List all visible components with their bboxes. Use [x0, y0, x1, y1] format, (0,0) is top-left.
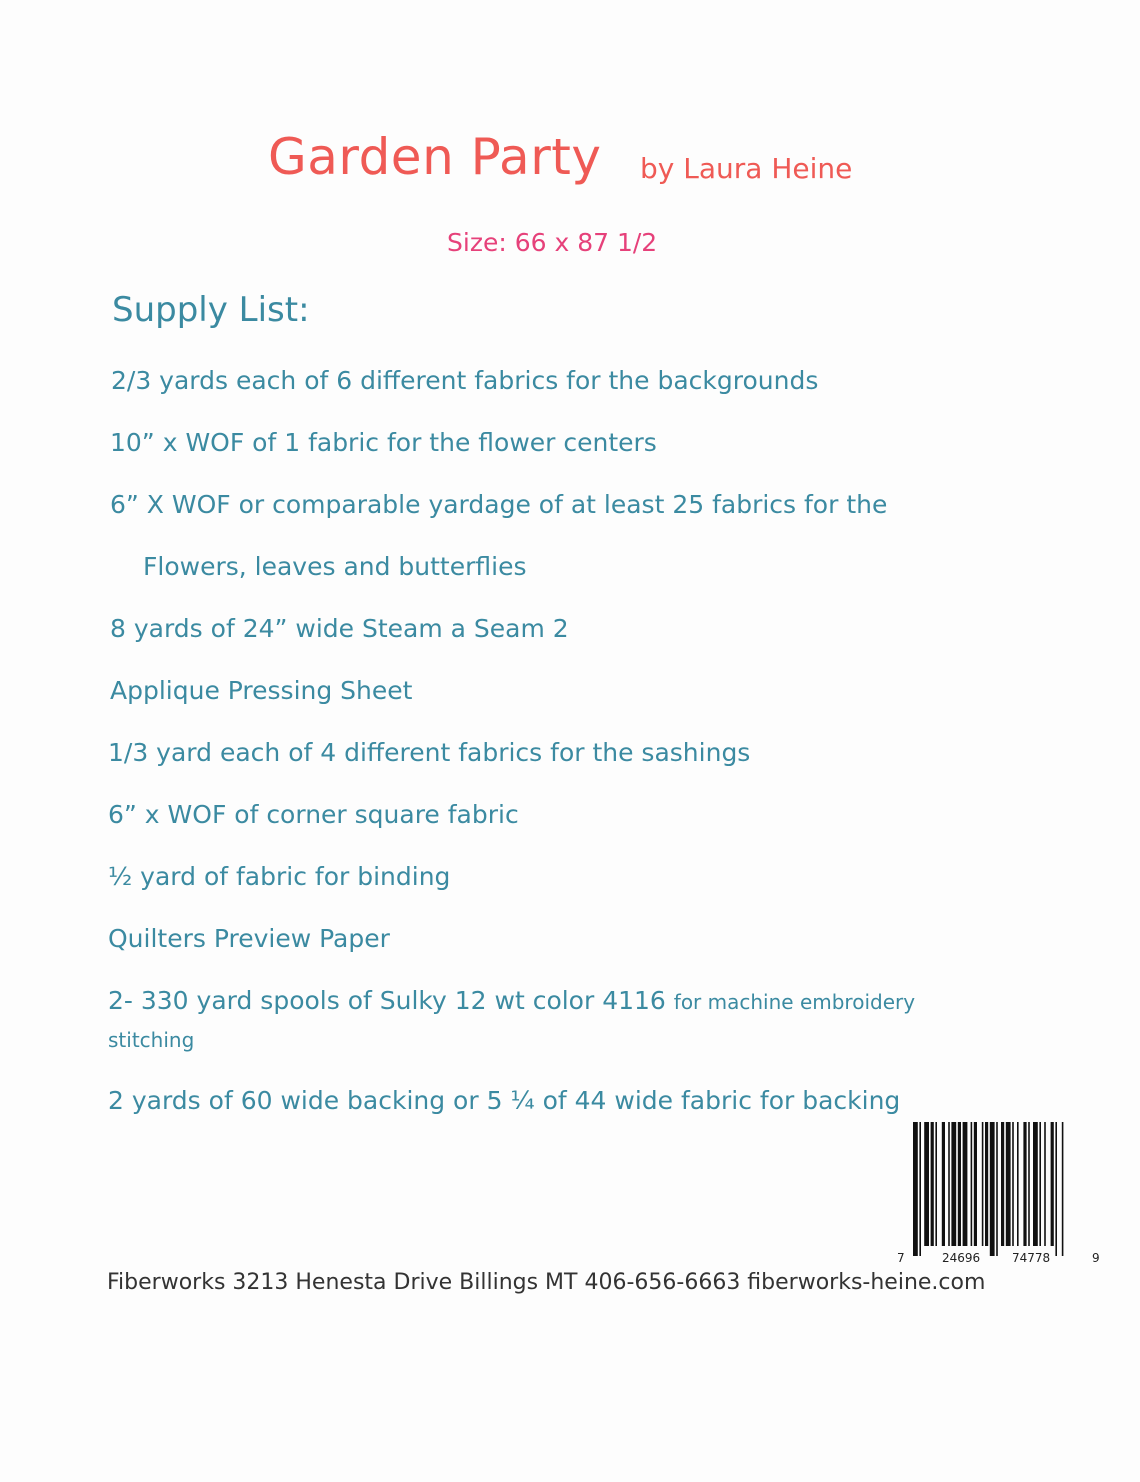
barcode-bar — [1062, 1122, 1064, 1256]
barcode-bar — [931, 1122, 934, 1246]
barcode-bar — [958, 1122, 961, 1246]
list-item: 1/3 yard each of 4 different fabrics for the sashings — [108, 738, 751, 767]
barcode-bar — [948, 1122, 950, 1246]
barcode-bar — [924, 1122, 929, 1246]
list-item — [108, 986, 915, 1015]
barcode-bar — [1001, 1122, 1004, 1246]
list-item: Flowers, leaves and butterflies — [143, 552, 527, 581]
barcode-bar — [1028, 1122, 1030, 1246]
barcode-bar — [913, 1122, 918, 1256]
list-item: Applique Pressing Sheet — [110, 676, 413, 705]
author-byline: by Laura Heine — [640, 152, 853, 185]
barcode-bar — [985, 1122, 988, 1246]
barcode-bar — [996, 1122, 998, 1256]
barcode-bars — [913, 1122, 1063, 1256]
list-item: 6” X WOF or comparable yardage of at least 25 fabrics for the — [110, 490, 888, 519]
barcode-bar — [919, 1122, 921, 1256]
barcode-bar — [1039, 1122, 1041, 1246]
list-item-continuation: stitching — [108, 1028, 195, 1052]
list-item: ½ yard of fabric for binding — [108, 862, 451, 891]
list-item: 6” x WOF of corner square fabric — [108, 800, 519, 829]
barcode-bar — [1012, 1122, 1014, 1246]
list-item: 2/3 yards each of 6 different fabrics for the backgrounds — [111, 366, 819, 395]
barcode-digits-group2: 74778 — [1012, 1251, 1051, 1265]
barcode-bar — [1051, 1122, 1054, 1246]
barcode-bar — [1006, 1122, 1011, 1246]
barcode-digits-group1: 24696 — [942, 1251, 981, 1265]
barcode-digit-right: 9 — [1092, 1251, 1100, 1265]
barcode-bar — [974, 1122, 977, 1246]
barcode-digit-left: 7 — [897, 1251, 905, 1265]
barcode-bar — [942, 1122, 945, 1246]
barcode-bar — [1055, 1122, 1057, 1256]
barcode-bar — [1044, 1122, 1046, 1246]
barcode — [897, 1118, 1100, 1268]
barcode-bar — [963, 1122, 968, 1246]
barcode-bar — [990, 1122, 995, 1256]
list-item: 10” x WOF of 1 fabric for the flower centers — [110, 428, 657, 457]
list-item: Quilters Preview Paper — [108, 924, 390, 953]
list-item-note: for machine embroidery — [673, 990, 916, 1014]
supply-list-heading: Supply List: — [112, 290, 310, 330]
barcode-bar — [1017, 1122, 1019, 1246]
barcode-bar — [971, 1122, 973, 1246]
barcode-bar — [1023, 1122, 1026, 1246]
barcode-bar — [982, 1122, 984, 1246]
publisher-footer: Fiberworks 3213 Henesta Drive Billings MT 406-656-6663 fiberworks-heine.com — [107, 1270, 986, 1295]
list-item: 8 yards of 24” wide Steam a Seam 2 — [110, 614, 569, 643]
barcode-bar — [935, 1122, 937, 1246]
barcode-bar — [1033, 1122, 1038, 1246]
page-title: Garden Party — [268, 128, 602, 186]
list-item-main: 2- 330 yard spools of Sulky 12 wt color 4116 — [108, 986, 666, 1015]
quilt-size: Size: 66 x 87 1/2 — [447, 228, 658, 257]
list-item: 2 yards of 60 wide backing or 5 ¼ of 44 wide fabric for backing — [108, 1086, 901, 1115]
barcode-bar — [951, 1122, 956, 1246]
